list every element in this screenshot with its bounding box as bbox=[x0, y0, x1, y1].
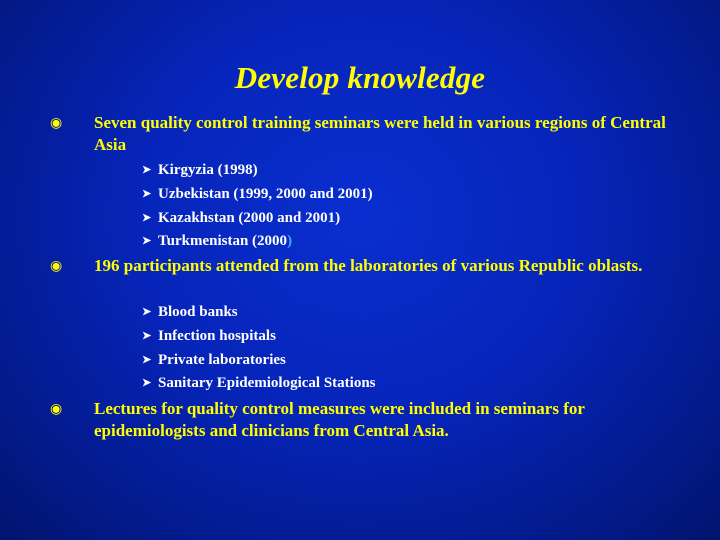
arrowhead-right-icon: ➤ bbox=[142, 187, 152, 200]
subitem-list bbox=[142, 159, 682, 254]
subitem: ➤ Infection hospitals bbox=[142, 325, 682, 349]
bullet-item bbox=[50, 112, 670, 156]
accent-paren: ) bbox=[287, 233, 293, 250]
arrowhead-right-icon: ➤ bbox=[142, 377, 152, 390]
bullet-item bbox=[50, 255, 670, 277]
bullet-icon: ◉ bbox=[50, 116, 63, 131]
slide-title: Develop knowledge bbox=[234, 60, 486, 95]
arrowhead-right-icon: ➤ bbox=[142, 235, 152, 248]
subitem: ➤ Blood banks bbox=[142, 301, 682, 325]
bullet-text: Seven quality control training seminars were held in various regions of Central Asia bbox=[94, 113, 666, 154]
arrowhead-right-icon: ➤ bbox=[142, 211, 152, 224]
arrowhead-right-icon: ➤ bbox=[142, 329, 152, 342]
subitem: ➤ Private laboratories bbox=[142, 349, 682, 373]
subitem: ➤ Sanitary Epidemiological Stations bbox=[142, 372, 682, 396]
subitem: ➤ Kazakhstan (2000 and 2001) bbox=[142, 207, 682, 231]
bullet-text: 196 participants attended from the laboratories of various Republic oblasts. bbox=[94, 256, 643, 275]
arrowhead-right-icon: ➤ bbox=[142, 353, 152, 366]
bullet-text: Lectures for quality control measures were included in seminars for epidemiologists and clinicians from Central Asia. bbox=[94, 399, 585, 440]
bullet-item bbox=[50, 398, 670, 442]
bullet-icon: ◉ bbox=[50, 402, 63, 417]
arrowhead-right-icon: ➤ bbox=[142, 306, 152, 318]
arrowhead-right-icon: ➤ bbox=[142, 164, 152, 176]
subitem: ➤ Turkmenistan (2000) bbox=[142, 230, 682, 254]
bullet-icon: ◉ bbox=[50, 259, 63, 274]
subitem: ➤ Uzbekistan (1999, 2000 and 2001) bbox=[142, 183, 682, 207]
subitem: ➤ Kirgyzia (1998) bbox=[142, 159, 682, 183]
subitem-list bbox=[142, 301, 682, 396]
